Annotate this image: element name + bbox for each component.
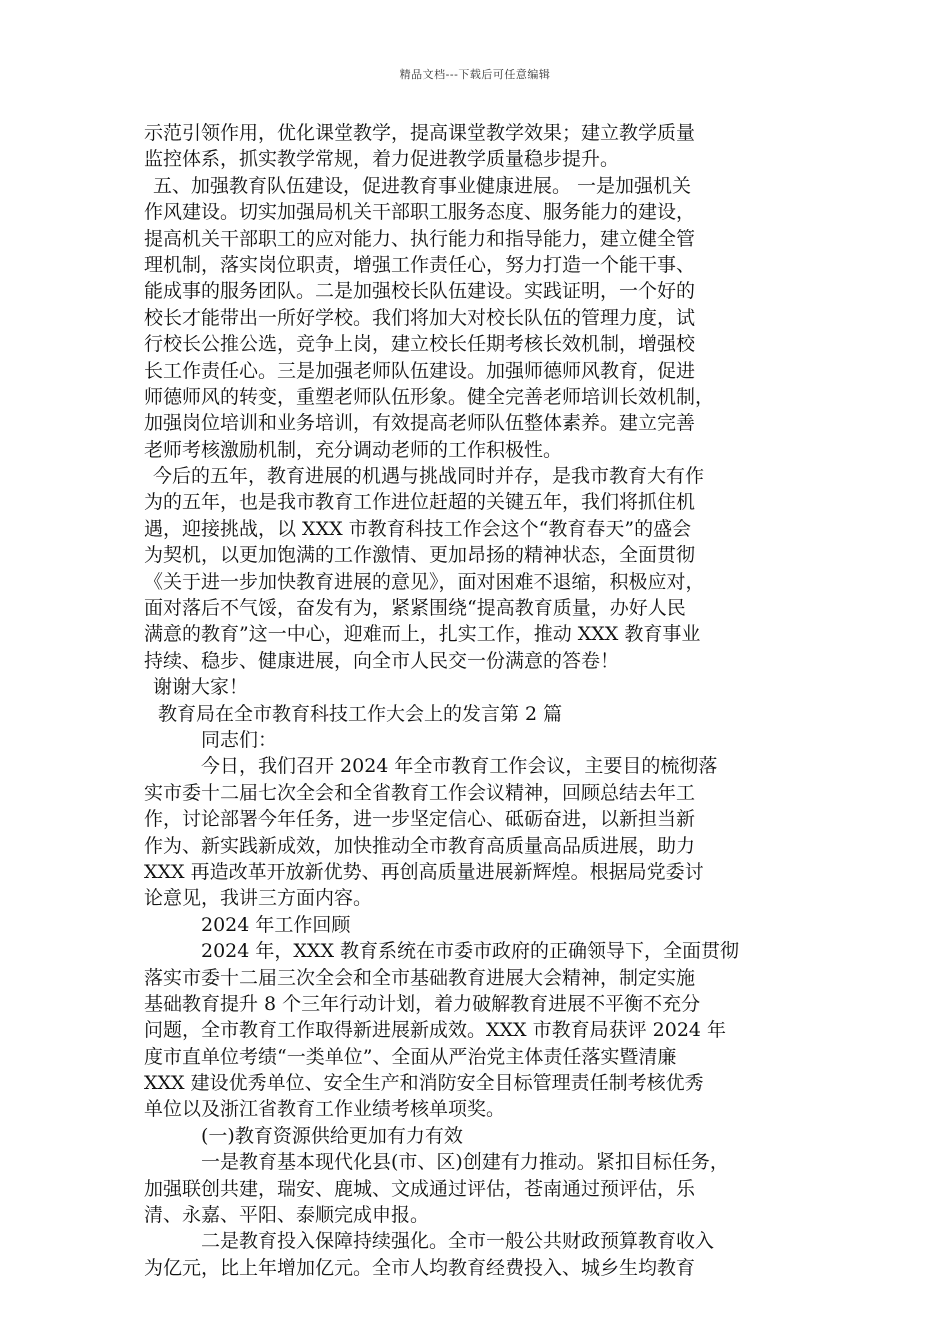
page-header: 精品文档---下载后可任意编辑 — [399, 68, 551, 81]
text-line: 持续、稳步、健康进展，向全市人民交一份满意的答卷！ — [144, 649, 620, 672]
text-line: 监控体系，抓实教学常规，着力促进教学质量稳步提升。 — [144, 148, 620, 171]
text-line: 论意见，我讲三方面内容。 — [144, 887, 373, 910]
text-line: 理机制，落实岗位职责，增强工作责任心，努力打造一个能干事、 — [144, 253, 696, 276]
text-line: XXX 建设优秀单位、安全生产和消防安全目标管理责任制考核优秀 — [144, 1072, 704, 1095]
text-line: 单位以及浙江省教育工作业绩考核单项奖。 — [144, 1098, 506, 1121]
text-line: 示范引领作用，优化课堂教学，提高课堂教学效果；建立教学质量 — [144, 122, 696, 144]
text-line: 同志们： — [201, 728, 278, 751]
text-line: 为亿元，比上年增加亿元。全市人均教育经费投入、城乡生均教育 — [144, 1256, 696, 1279]
text-line: 今后的五年，教育进展的机遇与挑战同时并存，是我市教育大有作 — [153, 465, 705, 488]
text-line: 度市直单位考绩“一类单位”、全面从严治党主体责任落实暨清廉 — [144, 1045, 677, 1068]
text-line: 2024 年工作回顾 — [201, 913, 351, 936]
text-line: 落实市委十二届三次全会和全市基础教育进展大会精神，制定实施 — [144, 966, 696, 989]
text-line: 谢谢大家！ — [153, 676, 249, 699]
text-line: 遇，迎接挑战，以 XXX 市教育科技工作会这个“教育春天”的盛会 — [144, 517, 692, 540]
text-line: 作风建设。切实加强局机关干部职工服务态度、服务能力的建设， — [144, 201, 696, 224]
text-line: 长工作责任心。三是加强老师队伍建设。加强师德师风教育，促进 — [144, 359, 696, 382]
text-line: 五、加强教育队伍建设，促进教育事业健康进展。 一是加强机关 — [153, 174, 692, 197]
text-line: 加强联创共建，瑞安、鹿城、文成通过评估，苍南通过预评估，乐 — [144, 1177, 696, 1200]
text-line: 《关于进一步加快教育进展的意见》，面对困难不退缩，积极应对， — [144, 570, 705, 593]
text-line: 提高机关干部职工的应对能力、执行能力和指导能力，建立健全管 — [144, 227, 696, 250]
text-line: 师德师风的转变，重塑老师队伍形象。健全完善老师培训长效机制， — [144, 385, 715, 408]
text-line: 一是教育基本现代化县(市、区)创建有力推动。紧扣目标任务， — [201, 1151, 729, 1174]
text-line: 行校长公推公选，竞争上岗，建立校长任期考核长效机制，增强校 — [144, 333, 696, 356]
text-line: 面对落后不气馁，奋发有为，紧紧围绕“提高教育质量，办好人民 — [144, 597, 686, 620]
text-line: 问题，全市教育工作取得新进展新成效。XXX 市教育局获评 2024 年 — [144, 1019, 727, 1042]
text-line: (一)教育资源供给更加有力有效 — [201, 1124, 463, 1147]
text-line: 满意的教育”这一中心，迎难而上，扎实工作，推动 XXX 教育事业 — [144, 623, 701, 646]
text-line: 为契机，以更加饱满的工作激情、更加昂扬的精神状态，全面贯彻 — [144, 544, 696, 567]
text-line: 校长才能带出一所好学校。我们将加大对校长队伍的管理力度，试 — [144, 306, 696, 329]
text-line: 基础教育提升 8 个三年行动计划，着力破解教育进展不平衡不充分 — [144, 992, 701, 1015]
text-line: 2024 年，XXX 教育系统在市委市政府的正确领导下，全面贯彻 — [201, 940, 740, 963]
text-line: 今日，我们召开 2024 年全市教育工作会议，主要目的梳彻落 — [201, 755, 718, 778]
text-line: 加强岗位培训和业务培训，有效提高老师队伍整体素养。建立完善 — [144, 412, 696, 435]
text-line: 作，讨论部署今年任务，进一步坚定信心、砥砺奋进，以新担当新 — [144, 808, 696, 831]
text-line: 老师考核激励机制，充分调动老师的工作积极性。 — [144, 438, 563, 461]
text-line: 教育局在全市教育科技工作大会上的发言第 2 篇 — [158, 702, 563, 725]
document-body — [144, 120, 824, 1281]
text-line: 作为、新实践新成效，加快推动全市教育高质量高品质进展，助力 — [144, 834, 696, 857]
text-line: 清、永嘉、平阳、泰顺完成申报。 — [144, 1204, 430, 1227]
text-line: 为的五年，也是我市教育工作进位赶超的关键五年，我们将抓住机 — [144, 491, 696, 514]
text-line: 能成事的服务团队。二是加强校长队伍建设。实践证明，一个好的 — [144, 280, 696, 303]
text-line: 实市委十二届七次全会和全省教育工作会议精神，回顾总结去年工 — [144, 781, 696, 804]
text-line: XXX 再造改革开放新优势、再创高质量进展新辉煌。根据局党委讨 — [144, 860, 704, 883]
text-line: 二是教育投入保障持续强化。全市一般公共财政预算教育收入 — [201, 1230, 715, 1253]
